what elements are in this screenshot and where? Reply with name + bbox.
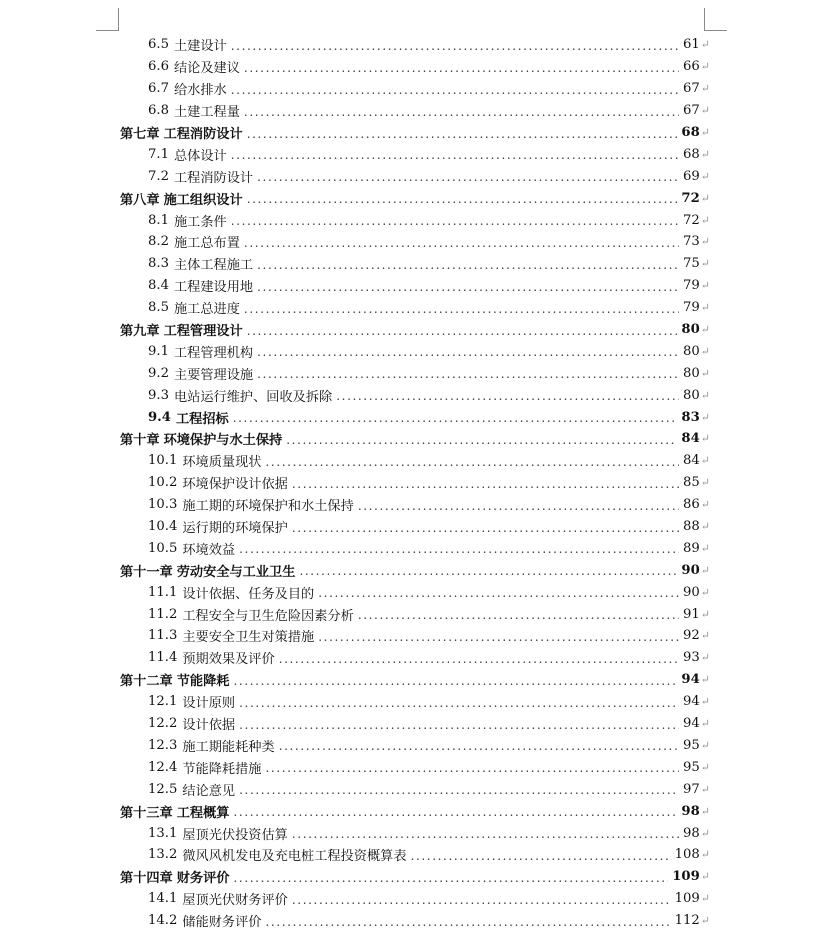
toc-entry-title: 屋顶光伏投资估算 (182, 827, 288, 843)
toc-section-entry[interactable] (0, 647, 822, 669)
toc-dot-leader (231, 214, 679, 228)
toc-page-number: 69 (683, 168, 700, 184)
toc-dot-leader (279, 652, 679, 666)
paragraph-mark-icon: ↵ (700, 104, 710, 118)
toc-entry-title: 环境保护设计依据 (182, 477, 288, 493)
toc-dot-leader (266, 761, 680, 775)
paragraph-mark-icon: ↵ (700, 454, 710, 468)
toc-section-entry[interactable] (0, 713, 822, 735)
paragraph-mark-icon: ↵ (700, 82, 710, 96)
toc-entry-number: 6.6 (148, 59, 169, 75)
toc-dot-leader (257, 280, 679, 294)
toc-page-number: 109 (674, 891, 700, 907)
toc-dot-leader (239, 718, 679, 732)
toc-entry-number: 8.5 (148, 300, 169, 316)
paragraph-mark-icon: ↵ (700, 738, 710, 752)
toc-section-entry[interactable] (0, 691, 822, 713)
toc-dot-leader (358, 608, 679, 622)
toc-section-entry[interactable] (0, 340, 822, 362)
toc-entry-number: 12.4 (148, 759, 178, 775)
toc-dot-leader (231, 83, 679, 97)
toc-dot-leader (244, 105, 679, 119)
toc-page-number: 79 (683, 300, 700, 316)
toc-entry-title: 储能财务评价 (182, 915, 262, 931)
toc-dot-leader (231, 39, 679, 53)
toc-chapter-entry[interactable] (0, 669, 822, 691)
toc-section-entry[interactable] (0, 472, 822, 494)
toc-entry-number: 第十章 (120, 433, 160, 449)
paragraph-mark-icon: ↵ (700, 476, 710, 490)
paragraph-mark-icon: ↵ (700, 607, 710, 621)
toc-dot-leader (234, 674, 678, 688)
toc-page-number: 79 (683, 278, 700, 294)
toc-chapter-entry[interactable] (0, 559, 822, 581)
toc-entry-number: 第八章 (120, 192, 160, 208)
toc-page-number: 72 (681, 190, 700, 206)
paragraph-mark-icon: ↵ (700, 892, 710, 906)
paragraph-mark-icon: ↵ (700, 60, 710, 74)
toc-page-number: 95 (683, 737, 700, 753)
paragraph-mark-icon: ↵ (700, 541, 710, 555)
toc-entry-title: 设计原则 (182, 696, 236, 712)
toc-entry-number: 9.3 (148, 387, 169, 403)
paragraph-mark-icon: ↵ (700, 235, 710, 249)
toc-entry-title: 工程安全与卫生危险因素分析 (182, 608, 354, 624)
table-of-contents (0, 34, 822, 932)
toc-dot-leader (292, 893, 671, 907)
toc-entry-number: 9.2 (148, 365, 169, 381)
toc-dot-leader (257, 170, 679, 184)
toc-entry-title: 环境质量现状 (182, 455, 262, 471)
toc-chapter-entry[interactable] (0, 866, 822, 888)
toc-entry-number: 8.3 (148, 256, 169, 272)
toc-page-number: 112 (674, 913, 700, 929)
paragraph-mark-icon: ↵ (700, 169, 710, 183)
paragraph-mark-icon: ↵ (700, 410, 710, 424)
toc-section-entry[interactable] (0, 581, 822, 603)
toc-page-number: 98 (683, 825, 700, 841)
toc-entry-title: 施工期的环境保护和水土保持 (182, 499, 354, 515)
paragraph-mark-icon: ↵ (700, 848, 710, 862)
page-corner-top-left (96, 8, 119, 31)
toc-page-number: 80 (683, 365, 700, 381)
toc-entry-title: 主体工程施工 (173, 258, 254, 274)
toc-page-number: 80 (683, 343, 700, 359)
paragraph-mark-icon: ↵ (700, 804, 710, 818)
toc-entry-title: 环境保护与水土保持 (163, 433, 283, 449)
toc-page-number: 94 (681, 672, 700, 688)
toc-entry-number: 8.1 (148, 212, 169, 228)
toc-section-entry[interactable] (0, 888, 822, 910)
toc-page-number: 108 (674, 847, 700, 863)
toc-entry-title: 土建设计 (173, 39, 227, 55)
toc-entry-number: 11.4 (148, 650, 178, 666)
toc-dot-leader (336, 389, 679, 403)
toc-entry-number: 11.3 (148, 628, 178, 644)
toc-section-entry[interactable] (0, 78, 822, 100)
toc-section-entry[interactable] (0, 253, 822, 275)
toc-page-number: 75 (683, 256, 700, 272)
toc-entry-title: 工程管理设计 (163, 324, 243, 340)
toc-entry-title: 总体设计 (173, 148, 227, 164)
toc-entry-number: 10.3 (148, 497, 178, 513)
toc-entry-title: 微风风机发电及充电桩工程投资概算表 (182, 849, 407, 865)
toc-entry-number: 9.4 (148, 409, 171, 425)
toc-page-number: 67 (683, 81, 700, 97)
toc-page-number: 68 (683, 146, 700, 162)
paragraph-mark-icon: ↵ (700, 914, 710, 928)
toc-dot-leader (244, 302, 679, 316)
paragraph-mark-icon: ↵ (700, 520, 710, 534)
toc-page-number: 89 (683, 540, 700, 556)
toc-entry-number: 11.1 (148, 584, 178, 600)
toc-page-number: 91 (683, 606, 700, 622)
toc-section-entry[interactable] (0, 735, 822, 757)
toc-entry-number: 14.1 (148, 891, 178, 907)
toc-dot-leader (257, 345, 679, 359)
paragraph-mark-icon: ↵ (700, 366, 710, 380)
toc-entry-title: 主要管理设施 (173, 367, 254, 383)
toc-entry-title: 给水排水 (173, 83, 227, 99)
toc-chapter-entry[interactable] (0, 800, 822, 822)
toc-section-entry[interactable] (0, 625, 822, 647)
toc-entry-number: 第十三章 (120, 805, 173, 821)
toc-dot-leader (247, 127, 678, 141)
paragraph-mark-icon: ↵ (700, 870, 710, 884)
toc-dot-leader (234, 805, 678, 819)
toc-section-entry[interactable] (0, 34, 822, 56)
toc-entry-title: 施工总进度 (173, 302, 240, 318)
paragraph-mark-icon: ↵ (700, 213, 710, 227)
toc-page-number: 92 (683, 628, 700, 644)
toc-chapter-entry[interactable] (0, 428, 822, 450)
toc-dot-leader (239, 696, 679, 710)
toc-dot-leader (318, 630, 679, 644)
toc-dot-leader (231, 148, 679, 162)
toc-page-number: 80 (681, 322, 700, 338)
toc-entry-number: 第十二章 (120, 674, 173, 690)
toc-entry-title: 施工总布置 (173, 236, 240, 252)
paragraph-mark-icon: ↵ (700, 323, 710, 337)
toc-page-number: 85 (683, 475, 700, 491)
toc-dot-leader (247, 192, 678, 206)
toc-page-number: 97 (683, 781, 700, 797)
toc-entry-title: 电站运行维护、回收及拆除 (173, 389, 333, 405)
toc-page-number: 80 (683, 387, 700, 403)
paragraph-mark-icon: ↵ (700, 279, 710, 293)
toc-dot-leader (244, 236, 679, 250)
paragraph-mark-icon: ↵ (700, 760, 710, 774)
toc-page-number: 86 (683, 497, 700, 513)
toc-dot-leader (358, 499, 679, 513)
paragraph-mark-icon: ↵ (700, 585, 710, 599)
toc-section-entry[interactable] (0, 165, 822, 187)
toc-section-entry[interactable] (0, 143, 822, 165)
toc-dot-leader (279, 739, 679, 753)
toc-page-number: 94 (683, 716, 700, 732)
toc-entry-title: 工程管理机构 (173, 345, 254, 361)
toc-entry-title: 工程建设用地 (173, 280, 254, 296)
toc-entry-number: 10.1 (148, 453, 178, 469)
toc-entry-number: 10.5 (148, 540, 178, 556)
toc-entry-number: 14.2 (148, 913, 178, 929)
toc-page-number: 66 (683, 59, 700, 75)
toc-section-entry[interactable] (0, 362, 822, 384)
toc-entry-number: 第七章 (120, 127, 160, 142)
toc-entry-title: 财务评价 (176, 871, 230, 887)
toc-entry-number: 7.2 (148, 168, 169, 184)
toc-chapter-entry[interactable] (0, 319, 822, 341)
toc-entry-number: 9.1 (148, 343, 169, 359)
toc-entry-number: 12.3 (148, 737, 178, 753)
toc-dot-leader (266, 455, 680, 469)
toc-entry-title: 结论及建议 (173, 61, 240, 77)
toc-entry-number: 12.5 (148, 781, 178, 797)
toc-dot-leader (292, 827, 679, 841)
toc-section-entry[interactable] (0, 494, 822, 516)
toc-page-number: 61 (683, 37, 700, 53)
paragraph-mark-icon: ↵ (700, 563, 710, 577)
paragraph-mark-icon: ↵ (700, 257, 710, 271)
toc-entry-title: 结论意见 (182, 783, 236, 799)
toc-entry-title: 土建工程量 (173, 105, 240, 121)
toc-section-entry[interactable] (0, 537, 822, 559)
paragraph-mark-icon: ↵ (700, 38, 710, 52)
toc-page-number: 68 (681, 125, 700, 140)
toc-section-entry[interactable] (0, 516, 822, 538)
toc-entry-number: 12.2 (148, 716, 178, 732)
toc-entry-number: 第十四章 (120, 871, 173, 887)
toc-dot-leader (233, 411, 678, 425)
toc-section-entry[interactable] (0, 756, 822, 778)
toc-entry-number: 11.2 (148, 606, 178, 622)
toc-section-entry[interactable] (0, 100, 822, 122)
toc-dot-leader (244, 61, 679, 75)
toc-page-number: 83 (681, 409, 700, 425)
toc-dot-leader (318, 586, 679, 600)
toc-entry-title: 环境效益 (182, 542, 236, 558)
toc-dot-leader (411, 849, 671, 863)
toc-page-number: 90 (683, 584, 700, 600)
toc-section-entry[interactable] (0, 450, 822, 472)
toc-page-number: 109 (672, 869, 700, 885)
paragraph-mark-icon: ↵ (700, 301, 710, 315)
toc-entry-title: 工程消防设计 (173, 170, 254, 186)
toc-section-entry[interactable] (0, 844, 822, 866)
toc-section-entry[interactable] (0, 910, 822, 932)
toc-section-entry[interactable] (0, 231, 822, 253)
toc-dot-leader (266, 915, 671, 929)
toc-entry-title: 劳动安全与工业卫生 (176, 564, 296, 580)
paragraph-mark-icon: ↵ (700, 147, 710, 161)
toc-entry-number: 第九章 (120, 324, 160, 340)
toc-section-entry[interactable] (0, 56, 822, 78)
toc-dot-leader (257, 258, 679, 272)
toc-entry-number: 6.8 (148, 103, 169, 119)
paragraph-mark-icon: ↵ (700, 388, 710, 402)
toc-section-entry[interactable] (0, 778, 822, 800)
toc-dot-leader (299, 564, 677, 578)
toc-entry-number: 13.1 (148, 825, 178, 841)
toc-page-number: 84 (683, 453, 700, 469)
toc-entry-title: 设计依据 (182, 718, 236, 734)
toc-entry-title: 工程消防设计 (163, 127, 243, 142)
toc-section-entry[interactable] (0, 297, 822, 319)
toc-entry-title: 运行期的环境保护 (182, 521, 288, 537)
toc-chapter-entry[interactable] (0, 122, 822, 144)
toc-entry-number: 10.2 (148, 475, 178, 491)
toc-entry-number: 10.4 (148, 519, 178, 535)
toc-entry-number: 12.1 (148, 694, 178, 710)
paragraph-mark-icon: ↵ (700, 191, 710, 205)
paragraph-mark-icon: ↵ (700, 432, 710, 446)
toc-entry-number: 8.2 (148, 234, 169, 250)
paragraph-mark-icon: ↵ (700, 826, 710, 840)
toc-section-entry[interactable] (0, 384, 822, 406)
toc-entry-title: 施工期能耗种类 (182, 739, 275, 755)
paragraph-mark-icon: ↵ (700, 344, 710, 358)
paragraph-mark-icon: ↵ (700, 673, 710, 687)
toc-dot-leader (292, 521, 679, 535)
toc-dot-leader (247, 324, 678, 338)
toc-section-entry[interactable] (0, 209, 822, 231)
toc-entry-title: 节能降耗 (176, 674, 230, 690)
toc-dot-leader (239, 542, 679, 556)
paragraph-mark-icon: ↵ (700, 498, 710, 512)
paragraph-mark-icon: ↵ (700, 695, 710, 709)
toc-dot-leader (234, 871, 669, 885)
toc-entry-title: 施工组织设计 (163, 192, 243, 208)
toc-entry-number: 6.5 (148, 37, 169, 53)
paragraph-mark-icon: ↵ (700, 651, 710, 665)
toc-entry-title: 屋顶光伏财务评价 (182, 893, 288, 909)
toc-page-number: 98 (681, 803, 700, 819)
toc-section-entry[interactable] (0, 275, 822, 297)
toc-entry-number: 6.7 (148, 81, 169, 97)
toc-entry-number: 第十一章 (120, 564, 173, 580)
toc-chapter-entry[interactable] (0, 187, 822, 209)
toc-entry-number: 13.2 (148, 847, 178, 863)
toc-page-number: 73 (683, 234, 700, 250)
toc-page-number: 72 (683, 212, 700, 228)
toc-entry-number: 7.1 (148, 146, 169, 162)
toc-entry-number: 8.4 (148, 278, 169, 294)
toc-entry-title: 主要安全卫生对策措施 (182, 630, 315, 646)
toc-entry-title: 预期效果及评价 (182, 652, 275, 668)
page-corner-top-right (704, 8, 727, 31)
toc-dot-leader (286, 433, 677, 447)
toc-entry-title: 设计依据、任务及目的 (182, 586, 315, 602)
paragraph-mark-icon: ↵ (700, 782, 710, 796)
toc-page-number: 94 (683, 694, 700, 710)
toc-section-entry[interactable] (0, 603, 822, 625)
toc-dot-leader (292, 477, 679, 491)
toc-section-entry[interactable] (0, 406, 822, 428)
toc-page-number: 88 (683, 519, 700, 535)
toc-entry-title: 工程招标 (175, 411, 229, 427)
toc-page-number: 84 (681, 431, 700, 447)
paragraph-mark-icon: ↵ (700, 629, 710, 643)
toc-page-number: 67 (683, 103, 700, 119)
toc-entry-title: 施工条件 (173, 214, 227, 230)
toc-page-number: 95 (683, 759, 700, 775)
toc-entry-title: 工程概算 (176, 805, 230, 821)
paragraph-mark-icon: ↵ (700, 717, 710, 731)
paragraph-mark-icon: ↵ (700, 126, 710, 139)
toc-entry-title: 节能降耗措施 (182, 761, 262, 777)
toc-dot-leader (239, 783, 679, 797)
toc-page-number: 93 (683, 650, 700, 666)
toc-section-entry[interactable] (0, 822, 822, 844)
toc-page-number: 90 (681, 562, 700, 578)
toc-dot-leader (257, 367, 679, 381)
